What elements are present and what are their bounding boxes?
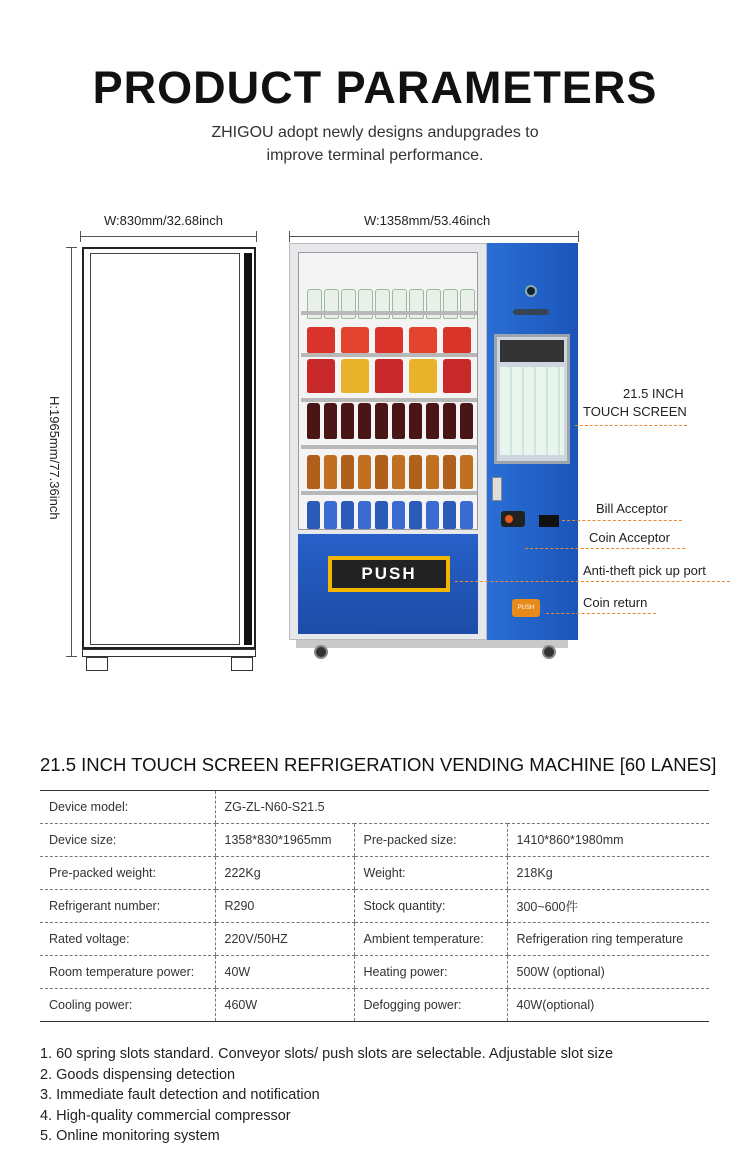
side-width-line (80, 236, 257, 237)
spec-label: Device model: (40, 791, 215, 824)
shelf-cola (303, 399, 475, 439)
wheel-right (542, 645, 556, 659)
callout-bill-acceptor: Bill Acceptor (596, 501, 668, 516)
side-view-edge (244, 253, 252, 645)
callout-line-return (546, 613, 656, 614)
page-subtitle (0, 121, 750, 167)
wheel-left (314, 645, 328, 659)
subtitle-line-2: improve terminal performance. (266, 147, 484, 164)
pickup-port-push[interactable]: PUSH (328, 556, 450, 592)
coin-acceptor[interactable] (501, 511, 525, 527)
table-row (40, 824, 709, 857)
coin-return-button[interactable]: PUSH (512, 599, 540, 617)
spec-value: 220V/50HZ (215, 923, 354, 956)
callout-line-bill (562, 520, 682, 521)
shelf-chips (303, 353, 475, 393)
feature-item: 4. High-quality commercial compressor (40, 1107, 291, 1124)
height-label: H:1965mm/77.36inch (47, 396, 62, 520)
shelf-noodles (303, 313, 475, 353)
spec-label: Pre-packed size: (354, 824, 507, 857)
screen-banner (500, 340, 564, 362)
callout-pickup-port: Anti-theft pick up port (583, 563, 706, 578)
spec-label: Rated voltage: (40, 923, 215, 956)
side-view-panel (90, 253, 240, 645)
spec-table (40, 790, 709, 1022)
height-line (71, 247, 72, 657)
subtitle-line-1: ZHIGOU adopt newly designs andupgrades to (211, 124, 539, 141)
shelf-cans (303, 489, 475, 529)
spec-label: Ambient temperature: (354, 923, 507, 956)
front-width-label: W:1358mm/53.46inch (364, 213, 491, 228)
screen-product-grid (500, 367, 564, 455)
spec-value: 1358*830*1965mm (215, 824, 354, 857)
bill-acceptor[interactable] (539, 515, 559, 527)
table-row (40, 956, 709, 989)
side-width-tick-left (80, 231, 81, 242)
feature-item: 2. Goods dispensing detection (40, 1066, 236, 1083)
spec-label: Stock quantity: (354, 890, 507, 923)
spec-label: Defogging power: (354, 989, 507, 1022)
side-view-foot-left (86, 657, 108, 671)
spec-label: Refrigerant number: (40, 890, 215, 923)
spec-label: Pre-packed weight: (40, 857, 215, 890)
side-width-tick-right (256, 231, 257, 242)
table-row (40, 989, 709, 1022)
side-view-cabinet (82, 247, 256, 649)
front-width-tick-right (578, 231, 579, 242)
feature-list (40, 1044, 613, 1147)
spec-value: ZG-ZL-N60-S21.5 (215, 791, 709, 824)
feature-item: 3. Immediate fault detection and notification (40, 1087, 320, 1104)
height-tick-top (66, 247, 77, 248)
feature-item: 1. 60 spring slots standard. Conveyor slots/ push slots are selectable. Adjustable slot size (40, 1046, 614, 1062)
spec-value: 500W (optional) (507, 956, 709, 989)
card-slot (492, 477, 502, 501)
camera-icon (525, 285, 537, 297)
spec-value: 460W (215, 989, 354, 1022)
table-row (40, 890, 709, 923)
callout-line-screen (575, 425, 687, 426)
shelf-tea (303, 449, 475, 489)
spec-label: Heating power: (354, 956, 507, 989)
table-row (40, 857, 709, 890)
spec-value: 40W (215, 956, 354, 989)
callout-coin-return: Coin return (583, 595, 648, 610)
spec-label: Device size: (40, 824, 215, 857)
glass-window (298, 252, 478, 530)
spec-value: 1410*860*1980mm (507, 824, 709, 857)
spec-label: Room temperature power: (40, 956, 215, 989)
pickup-panel (298, 534, 478, 634)
sensor-strip (513, 309, 549, 315)
front-width-tick-left (289, 231, 290, 242)
spec-label: Cooling power: (40, 989, 215, 1022)
touch-screen[interactable] (494, 334, 570, 464)
feature-item: 5. Online monitoring system (40, 1128, 220, 1145)
page-title: PRODUCT PARAMETERS (92, 62, 658, 113)
side-view-foot-right (231, 657, 253, 671)
spec-value: R290 (215, 890, 354, 923)
callout-coin-acceptor: Coin Acceptor (589, 530, 670, 545)
side-view-base (82, 649, 256, 657)
spec-value: 218Kg (507, 857, 709, 890)
machine-base (296, 640, 568, 648)
spec-value: 300~600件 (507, 890, 709, 923)
callout-line-pickup (455, 581, 730, 582)
coin-knob-icon (505, 515, 513, 523)
spec-value: Refrigeration ring temperature (507, 923, 709, 956)
table-row (40, 791, 709, 824)
front-width-line (289, 236, 579, 237)
callout-touch-screen-line2: TOUCH SCREEN (583, 404, 687, 419)
callout-touch-screen-line1: 21.5 INCH (623, 386, 684, 401)
side-width-label: W:830mm/32.68inch (104, 213, 223, 228)
callout-line-coin (525, 548, 685, 549)
table-row (40, 923, 709, 956)
spec-value: 222Kg (215, 857, 354, 890)
height-tick-bottom (66, 656, 77, 657)
spec-value: 40W(optional) (507, 989, 709, 1022)
spec-label: Weight: (354, 857, 507, 890)
spec-table-title: 21.5 INCH TOUCH SCREEN REFRIGERATION VENDING MACHINE [60 LANES] (40, 754, 717, 775)
